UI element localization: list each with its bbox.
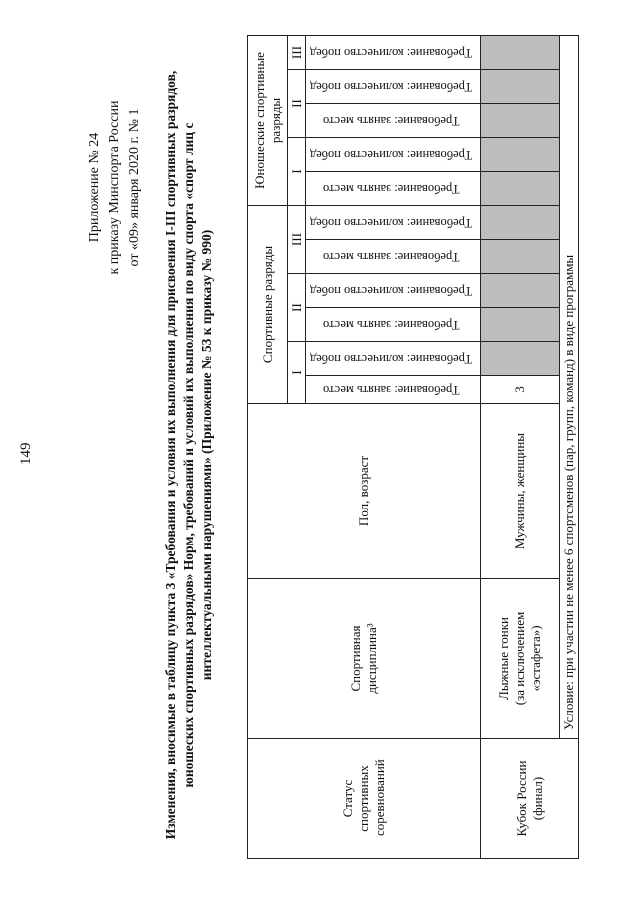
header-youth-ranks: Юношеские спортивные разряды: [248, 35, 288, 205]
cell-status: Кубок России (финал): [481, 739, 579, 859]
cell-empty: [481, 308, 560, 342]
req-wins-youth-I: Требование: количество побед: [306, 137, 481, 171]
header-gender-age: Пол, возраст: [248, 404, 481, 579]
req-wins-youth-III: Требование: количество побед: [306, 35, 481, 69]
header-status: Статус спортивных соревнований: [248, 739, 481, 859]
cell-empty: [481, 137, 560, 171]
req-place-II: Требование: занять место: [306, 308, 481, 342]
appendix-line: Приложение № 24: [87, 132, 102, 243]
rank-III: III: [288, 205, 306, 273]
rank-I: I: [288, 342, 306, 404]
req-place-youth-I: Требование: занять место: [306, 171, 481, 205]
cell-empty: [481, 103, 560, 137]
cell-empty: [481, 69, 560, 103]
req-wins-II: Требование: количество побед: [306, 274, 481, 308]
cell-empty: [481, 240, 560, 274]
req-wins-III: Требование: количество побед: [306, 205, 481, 239]
page-number: 149: [18, 442, 34, 465]
rank-II: II: [288, 274, 306, 342]
appendix-line: к приказу Минспорта России: [107, 100, 122, 275]
cell-empty: [481, 205, 560, 239]
cell-empty: [481, 171, 560, 205]
cell-discipline: Лыжные гонки (за исключением «эстафета»): [481, 579, 560, 739]
appendix-block: [85, 60, 145, 315]
cell-place-I: 3: [481, 376, 560, 404]
req-place-youth-II: Требование: занять место: [306, 103, 481, 137]
cell-empty: [481, 274, 560, 308]
req-wins-I: Требование: количество побед: [306, 342, 481, 376]
header-sport-ranks: Спортивные разряды: [248, 205, 288, 403]
req-wins-youth-II: Требование: количество побед: [306, 69, 481, 103]
youth-rank-III: III: [288, 35, 306, 69]
document-heading: Изменения, вносимые в таблицу пункта 3 «Требования и условия их выполнения для присвоения I-III спортивных разрядов, юношеских спортивных разрядов» Норм, требований и условий их выполнения по виду спорта «спорт лиц с интеллектуальными нарушениями» (Приложение № 53 к приказу № 990): [163, 70, 214, 840]
req-place-I: Требование: занять место: [306, 376, 481, 404]
appendix-line: от «09» января 2020 г. № 1: [127, 108, 142, 267]
youth-rank-II: II: [288, 69, 306, 137]
cell-gender: Мужчины, женщины: [481, 404, 560, 579]
header-discipline: Спортивная дисциплина³: [248, 579, 481, 739]
cell-empty: [481, 342, 560, 376]
req-place-III: Требование: занять место: [306, 240, 481, 274]
requirements-table: [247, 35, 579, 859]
cell-empty: [481, 35, 560, 69]
condition-row: Условие: при участии не менее 6 спортсменов (пар, групп, команд) в виде программы: [560, 35, 579, 738]
youth-rank-I: I: [288, 137, 306, 205]
